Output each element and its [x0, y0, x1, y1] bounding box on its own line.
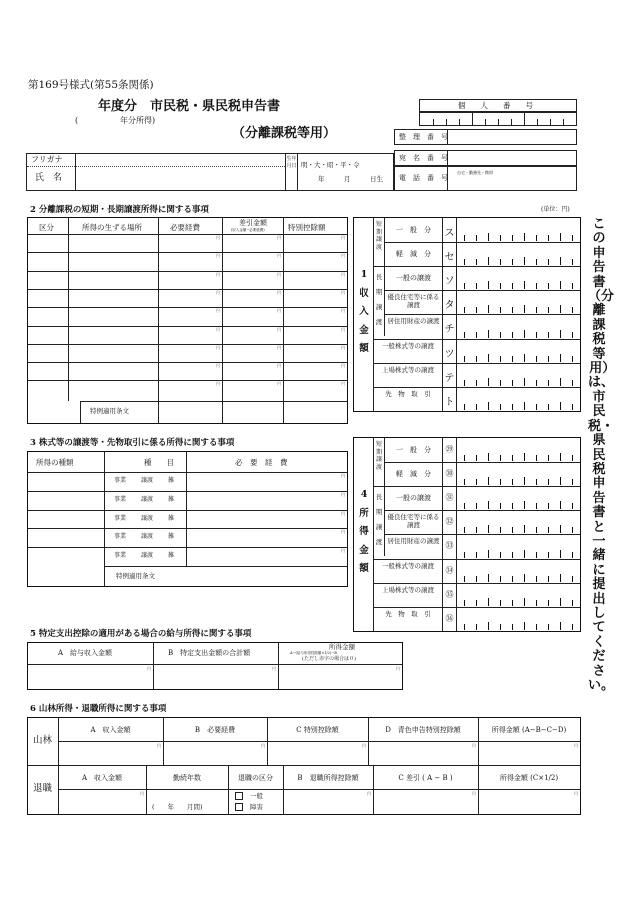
- yen-mark: 円: [472, 791, 476, 796]
- yen-mark: 円: [574, 743, 578, 748]
- sec6-table: [27, 717, 581, 815]
- yen-mark: 円: [341, 235, 345, 240]
- sec3-row-line: [28, 491, 347, 492]
- sec5-table: A 給与収入金額 B 特定支出金額の合計額 所得金額 A−(給与所得控除額×1/2)−B (ただし赤字の場合は０) 円 円 円: [27, 642, 403, 690]
- sec3-type-input[interactable]: [30, 530, 102, 544]
- sec5-a: A 給与収入金額: [58, 649, 113, 657]
- sanrin-input-2[interactable]: [269, 744, 366, 763]
- sec2-deduction-input[interactable]: [285, 382, 345, 396]
- sec2-expense-input[interactable]: [160, 236, 220, 250]
- sec5-b-input[interactable]: [155, 666, 275, 688]
- sec1-table: [353, 217, 581, 412]
- year-note: 年分所得): [120, 116, 156, 125]
- sanrin-input-3[interactable]: [370, 744, 476, 763]
- sec1-row-code: ス: [444, 228, 455, 239]
- sec4-row-line: [384, 462, 580, 463]
- yen-mark: 円: [341, 308, 345, 314]
- sec2-place-input[interactable]: [70, 236, 156, 250]
- yen-mark: 円: [216, 326, 220, 332]
- yen-mark: 円: [140, 791, 144, 796]
- sec4-row-line: [373, 607, 580, 608]
- sec3-kind-option[interactable]: 雑: [168, 477, 175, 484]
- my-number-divider: [459, 119, 460, 125]
- sec3-kind-option[interactable]: 雑: [168, 552, 175, 560]
- sec4-amount-input-7[interactable]: [458, 609, 578, 629]
- year-paren: (: [75, 116, 79, 125]
- seiri-bango-field[interactable]: 整 理 番 号: [394, 129, 577, 145]
- sec1-side-label: 1収入金額: [359, 269, 369, 355]
- sec4-amount-input-4[interactable]: [458, 536, 578, 556]
- sec2-deduction-input[interactable]: [285, 364, 345, 378]
- sec1-row-line: [384, 242, 580, 243]
- sanrin-col-label: A 収入金額: [90, 726, 131, 734]
- sec2-deduction-input[interactable]: [285, 309, 345, 323]
- yen-mark: 円: [341, 253, 345, 259]
- sec3-kind-option[interactable]: 譲渡: [141, 514, 154, 522]
- sanrin-header-line: [58, 741, 580, 742]
- sec2-row-line: [28, 289, 347, 290]
- sec2-table: 区分 所得の生ずる場所 必要経費 差引金額 (収入金額−必要経費) 特別控除額 特例適用条文 円 円 円 円 円 円 円 円 円 円 円 円 円 円 円 円 円 円 円 円 円 円 円 円 円 円 円: [27, 217, 348, 424]
- sec1-choki-label: 長期譲渡: [375, 273, 383, 326]
- sec3-kind-option[interactable]: 事業: [114, 533, 127, 541]
- sec2-diff-input[interactable]: [224, 254, 281, 268]
- sec3-kind-option[interactable]: 譲渡: [141, 495, 154, 503]
- sec4-row-label: 優良住宅等に係る譲渡: [387, 513, 440, 530]
- sec3-kind-option[interactable]: 事業: [114, 477, 127, 484]
- sec2-row-line: [28, 344, 347, 345]
- yen-mark: 円: [277, 308, 281, 314]
- sec1-row-label: 一般の譲渡: [396, 274, 431, 283]
- sec3-kind-option[interactable]: 譲渡: [141, 552, 154, 560]
- sec3-row-line: [28, 547, 347, 548]
- sec1-row-code: タ: [444, 300, 455, 312]
- sec3-expense-input[interactable]: [188, 493, 345, 507]
- sec1-row-line: [384, 314, 580, 315]
- birth-label: 生年月日: [286, 156, 297, 169]
- sec4-amount-input-0[interactable]: [458, 440, 578, 460]
- sec3-expense-input[interactable]: [188, 474, 345, 488]
- yen-mark: 円: [574, 791, 578, 796]
- my-number-divider: [550, 119, 551, 125]
- sec1-row-code: ツ: [444, 348, 455, 360]
- form-subtitle: （分離課税等用）: [232, 126, 337, 141]
- sec3-type-input[interactable]: [30, 474, 102, 488]
- sec3-row-line: [28, 528, 347, 529]
- sec1-row-code: ソ: [444, 276, 455, 288]
- sec4-row-label: 軽 減 分: [396, 470, 431, 479]
- yen-mark: 円: [341, 344, 345, 350]
- yen-mark: 円: [261, 743, 265, 748]
- yen-mark: 円: [216, 308, 220, 314]
- sec5-b: B 特定支出金額の合計額: [168, 649, 251, 657]
- sec5-a-input[interactable]: [30, 666, 150, 688]
- sec2-place-input[interactable]: [70, 382, 156, 396]
- yen-mark: 円: [216, 289, 220, 295]
- sec1-amount-input-1[interactable]: [458, 244, 578, 264]
- my-number-divider: [537, 119, 538, 125]
- name-block: [26, 153, 394, 191]
- yen-mark: 円: [472, 743, 476, 748]
- sec2-expense-input[interactable]: [160, 382, 220, 396]
- sec3-title: 3 株式等の譲渡等・先物取引に係る所得に関する事項: [30, 438, 235, 448]
- sec1-row-line: [373, 363, 580, 364]
- yen-mark: 円: [277, 363, 281, 369]
- sec1-row-label: 居住用財産の譲渡: [387, 317, 440, 326]
- yen-mark: 円: [341, 363, 345, 369]
- sec2-diff-input[interactable]: [224, 309, 281, 323]
- sec4-amount-input-1[interactable]: [458, 464, 578, 484]
- sec3-row-line: [28, 472, 347, 473]
- sec4-row-line: [373, 486, 580, 487]
- yen-mark: 円: [362, 743, 366, 748]
- sec2-place-input[interactable]: [70, 273, 156, 287]
- kubun-label: 一般: [250, 792, 263, 800]
- yen-mark: 円: [216, 344, 220, 350]
- my-number-field[interactable]: [419, 112, 577, 126]
- sec2-expense-input[interactable]: [160, 273, 220, 287]
- sanrin-input-0[interactable]: [60, 744, 161, 763]
- sec4-row-code: ㉝: [445, 541, 454, 551]
- birth-ymd: 年 月 日生: [318, 175, 383, 183]
- sec3-kind-option[interactable]: 事業: [114, 514, 127, 522]
- sec1-row-line: [373, 387, 580, 388]
- sec2-deduction-input[interactable]: [285, 291, 345, 305]
- yen-mark: 円: [216, 253, 220, 259]
- sec1-row-label: 先 物 取 引: [385, 389, 431, 398]
- sec3-kind-option[interactable]: 雑: [168, 514, 175, 522]
- sec4-row-label: 一般株式等の譲渡: [382, 561, 434, 570]
- sec1-row-code: チ: [444, 324, 455, 336]
- sec3-expense-input[interactable]: [188, 549, 345, 563]
- sec2-place-input[interactable]: [70, 254, 156, 268]
- sec4-row-label: 一 般 分: [396, 446, 431, 454]
- sec1-row-code: テ: [444, 372, 455, 384]
- sec2-diff-input[interactable]: [224, 328, 281, 342]
- sec1-row-label: 軽 減 分: [396, 250, 431, 259]
- sec2-diff-input[interactable]: [224, 291, 281, 305]
- sanrin-col-label: D 青色申告特別控除額: [385, 726, 461, 734]
- sec2-expense-input[interactable]: [160, 328, 220, 342]
- my-number-header: 個 人 番 号: [419, 99, 577, 112]
- sec4-row-line: [384, 534, 580, 535]
- sec2-deduction-input[interactable]: [285, 273, 345, 287]
- my-number-divider: [485, 119, 486, 125]
- sec3-tokurei-input[interactable]: [168, 568, 345, 584]
- taishoku-col-label: 勤続年数: [173, 774, 201, 782]
- sec3-kind-option[interactable]: 事業: [114, 552, 127, 560]
- yen-mark: 円: [277, 235, 281, 240]
- yen-mark: 円: [277, 326, 281, 332]
- sanrin-col-label: C 特別控除額: [296, 726, 339, 734]
- taishoku-input-5[interactable]: [480, 792, 578, 812]
- sec2-place-input[interactable]: [70, 346, 156, 360]
- sec1-amount-input-7[interactable]: [458, 389, 578, 409]
- sec4-row-label: 先 物 取 引: [385, 609, 431, 618]
- sec5-c-input[interactable]: [280, 666, 400, 688]
- sec4-row-label: 居住用財産の譲渡: [387, 537, 440, 546]
- yen-mark: 円: [367, 791, 371, 796]
- sanrin-col-label: B 必要経費: [194, 726, 236, 734]
- sec2-expense-input[interactable]: [160, 254, 220, 268]
- my-number-divider: [524, 113, 525, 125]
- furigana-label: フリガナ: [31, 155, 63, 164]
- taishoku-col-label: A 収入金額: [81, 774, 123, 782]
- sec4-row-line: [373, 559, 580, 560]
- form-title: 年度分 市民税・県民税申告書: [98, 99, 281, 114]
- sec3-table: 所得の種類 種 目 必 要 経 費 特例適用条文 事業 譲渡 雑 円 事業 譲渡 雑 円 事業 譲渡 雑 円 事業 譲渡 雑 円 事業 譲渡 雑 円: [27, 451, 348, 587]
- furigana-input[interactable]: [77, 155, 283, 165]
- sec3-type-input[interactable]: [30, 549, 102, 563]
- kubun-checkbox-1[interactable]: [235, 803, 243, 811]
- sec2-row-line: [28, 307, 347, 308]
- yen-mark: 円: [341, 271, 345, 277]
- my-number-divider: [498, 119, 499, 125]
- sec2-row-line: [28, 362, 347, 363]
- sec1-amount-input-0[interactable]: [458, 220, 578, 240]
- my-number-divider: [446, 119, 447, 125]
- taishoku-col-label: C 差引 ( A − B ): [398, 774, 453, 782]
- sec1-row-code: ト: [444, 396, 455, 408]
- sec2-expense-input[interactable]: [160, 291, 220, 305]
- yen-mark: 円: [216, 271, 220, 277]
- sec2-tokurei-input[interactable]: [160, 404, 345, 420]
- sec4-row-code: ㉞: [445, 565, 454, 575]
- sec2-deduction-input[interactable]: [285, 346, 345, 360]
- sec1-amount-input-2[interactable]: [458, 268, 578, 288]
- my-number-divider: [472, 113, 473, 125]
- kubun-checkbox-0[interactable]: [235, 792, 243, 800]
- kubun-label: 障害: [250, 803, 263, 811]
- sec4-tanki-label: 短期譲渡: [375, 441, 382, 471]
- sec2-row-line: [28, 234, 347, 235]
- sec3-type-input[interactable]: [30, 493, 102, 507]
- sec4-row-code: ㉛: [445, 493, 454, 503]
- yen-mark: 円: [277, 253, 281, 259]
- yen-mark: 円: [216, 363, 220, 369]
- taishoku-label: 退職: [33, 783, 53, 794]
- sec3-kind-option[interactable]: 雑: [168, 495, 175, 503]
- sec2-place-input[interactable]: [70, 291, 156, 305]
- sec2-place-input[interactable]: [70, 328, 156, 342]
- sec3-expense-input[interactable]: [188, 530, 345, 544]
- sec5-c-formula: A−(給与所得控除額×1/2)−B: [290, 651, 337, 655]
- sec4-row-line: [384, 510, 580, 511]
- sec4-choki-label: 長期譲渡: [375, 493, 383, 546]
- yen-mark: 円: [341, 289, 345, 295]
- sec3-kind-option[interactable]: 譲渡: [141, 533, 154, 541]
- yen-mark: 円: [341, 381, 345, 387]
- yen-mark: 円: [277, 381, 281, 387]
- sec1-row-line: [373, 266, 580, 267]
- sec1-row-label: 一般株式等の譲渡: [382, 341, 434, 350]
- sec3-kind-option[interactable]: 事業: [114, 495, 127, 503]
- sec2-diff-input[interactable]: [224, 346, 281, 360]
- sec1-amount-input-5[interactable]: [458, 341, 578, 361]
- my-number-divider: [511, 119, 512, 125]
- sec2-expense-input[interactable]: [160, 309, 220, 323]
- sec2-row-line: [28, 380, 347, 381]
- taishoku-input-3[interactable]: [285, 792, 371, 812]
- sec5-c-sub: (ただし赤字の場合は０): [302, 656, 356, 662]
- sanrin-input-1[interactable]: [165, 744, 265, 763]
- sanrin-label: 山林: [33, 735, 53, 746]
- shimei-label: 氏 名: [35, 173, 63, 183]
- sec4-row-code: ㉜: [445, 517, 454, 527]
- sec2-place-input[interactable]: [70, 364, 156, 378]
- sec2-diff-input[interactable]: [224, 236, 281, 250]
- sec1-amount-input-4[interactable]: [458, 316, 578, 336]
- sec4-amount-input-5[interactable]: [458, 561, 578, 581]
- taishoku-header-line: [58, 789, 580, 790]
- kinzoku-years: ( 年 月間): [152, 803, 203, 811]
- sec2-deduction-input[interactable]: [285, 236, 345, 250]
- sec4-row-code: ㉙: [445, 445, 454, 454]
- yen-mark: 円: [341, 473, 345, 478]
- taishoku-col-label: B 退職所得控除額: [297, 774, 359, 782]
- sec3-tokurei: 特例適用条文: [116, 572, 155, 580]
- yen-mark: 円: [341, 510, 345, 516]
- yen-mark: 円: [341, 326, 345, 332]
- sec3-kind-option[interactable]: 譲渡: [141, 477, 154, 484]
- unit-label: (単位：円): [541, 206, 570, 213]
- sec4-row-label: 上場株式等の譲渡: [382, 585, 434, 594]
- side-note: この申告書（分離課税等用）は、市民税・県民税申告書と一緒に提出してください。: [588, 217, 615, 693]
- atena-bango-field[interactable]: 宛 名 番 号: [394, 150, 577, 166]
- my-number-divider: [563, 119, 564, 125]
- taishoku-input-4[interactable]: [375, 792, 476, 812]
- shimei-input[interactable]: [77, 168, 283, 189]
- sec2-tokurei: 特例適用条文: [90, 407, 129, 415]
- sanrin-input-4[interactable]: [480, 744, 578, 763]
- form-number: 第169号様式(第55条関係): [28, 79, 154, 91]
- taishoku-col-label: 所得金額 (C×1/2): [499, 774, 559, 782]
- sec1-row-label: 一 般 分: [396, 226, 431, 234]
- sec1-row-label: 上場株式等の譲渡: [382, 365, 434, 374]
- sec2-diff-input[interactable]: [224, 364, 281, 378]
- sec3-type-input[interactable]: [30, 512, 102, 526]
- sec5-c: 所得金額: [329, 643, 355, 651]
- sec2-row-line: [28, 271, 347, 272]
- sec2-place-input[interactable]: [70, 309, 156, 323]
- sec2-deduction-input[interactable]: [285, 328, 345, 342]
- sec4-row-code: ㉚: [445, 469, 454, 479]
- sec2-deduction-input[interactable]: [285, 254, 345, 268]
- yen-mark: 円: [277, 344, 281, 350]
- my-number-divider: [433, 119, 434, 125]
- sec4-row-label: 一般の譲渡: [396, 494, 431, 503]
- sec4-table: [353, 437, 581, 632]
- yen-mark: 円: [277, 289, 281, 295]
- yen-mark: 円: [216, 235, 220, 240]
- sec2-expense-input[interactable]: [160, 346, 220, 360]
- yen-mark: 円: [216, 381, 220, 387]
- sec1-row-line: [373, 339, 580, 340]
- sec2-diff-input[interactable]: [224, 382, 281, 396]
- taishoku-input-0[interactable]: [60, 792, 144, 812]
- yen-mark: 円: [277, 271, 281, 277]
- sec2-diff-input[interactable]: [224, 273, 281, 287]
- sec1-tanki-label: 短期譲渡: [375, 221, 382, 251]
- sec4-row-line: [373, 583, 580, 584]
- yen-mark: 円: [341, 491, 345, 497]
- sec3-row-line: [28, 510, 347, 511]
- sec2-row-line: [28, 252, 347, 253]
- sec4-amount-input-6[interactable]: [458, 585, 578, 605]
- sec4-row-code: ㊱: [445, 613, 454, 623]
- sec1-amount-input-6[interactable]: [458, 365, 578, 385]
- yen-mark: 円: [341, 548, 345, 554]
- sec5-title: 5 特定支出控除の適用がある場合の給与所得に関する事項: [30, 629, 252, 639]
- yen-mark: 円: [341, 529, 345, 535]
- sec1-row-code: セ: [444, 252, 455, 264]
- sec4-side-label: 4所得金額: [359, 489, 369, 575]
- sec4-row-code: ㉟: [445, 589, 454, 599]
- sec4-amount-input-3[interactable]: [458, 512, 578, 532]
- sec6-title: 6 山林所得・退職所得に関する事項: [30, 704, 167, 714]
- sec2-row-line: [28, 326, 347, 327]
- sec1-row-line: [384, 290, 580, 291]
- sec3-kind-option[interactable]: 雑: [168, 533, 175, 541]
- sec1-amount-input-3[interactable]: [458, 292, 578, 312]
- taishoku-col-label: 退職の区分: [238, 774, 273, 782]
- sec3-expense-input[interactable]: [188, 512, 345, 526]
- sec4-amount-input-2[interactable]: [458, 488, 578, 508]
- sec1-row-label: 優良住宅等に係る譲渡: [387, 293, 440, 310]
- phone-field[interactable]: 電 話 番 号 自宅・勤務先・携帯: [394, 166, 577, 191]
- sec2-title: 2 分離課税の短期・長期譲渡所得に関する事項: [30, 205, 209, 215]
- sec2-expense-input[interactable]: [160, 364, 220, 378]
- phone-sub: 自宅・勤務先・携帯: [457, 170, 493, 175]
- sanrin-col-label: 所得金額 (A−B−C−D): [491, 726, 567, 734]
- yen-mark: 円: [157, 743, 161, 748]
- eras: 明・大・昭・平・令: [301, 161, 360, 169]
